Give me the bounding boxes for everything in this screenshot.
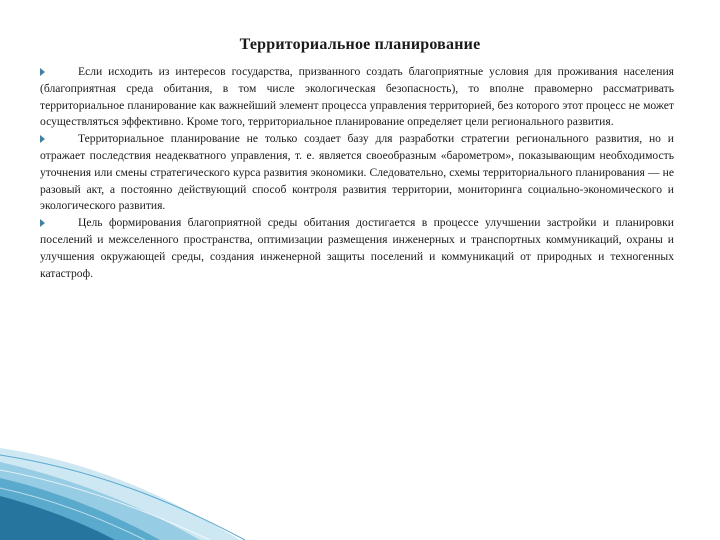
arrow-bullet-icon — [40, 68, 45, 76]
wave-band-dark — [0, 496, 115, 540]
paragraph-3-text: Цель формирования благоприятной среды обитания достигается в процессе улучшении застройки и планировки поселений и межселенного пространства, оптимизации размещения инженерных и транспортных коммуникаций, охраны и улучшения окружающей среды, создания инженерной защиты поселений и коммуникаций от природных и техногенных катастроф. — [40, 216, 674, 280]
slide-title: Территориальное планирование — [239, 36, 481, 53]
wave-line-2 — [0, 470, 210, 540]
paragraph-1 — [40, 64, 674, 131]
paragraph-1-text: Если исходить из интересов государства, призванного создать благоприятные условия для проживания населения (благоприятная среда обитания, в том числе экологическая безопасность), то вполне правомерно рассматривать территориальное планирование как важнейший элемент процесса управления территорией, без которого этот процесс не может осуществляться эффективно. Кроме того, территориальное планирование определяет цели регионального развития. — [40, 65, 674, 129]
paragraph-2-text: Территориальное планирование не только создает базу для разработки стратегии регионального развития, но и отражает последствия неадекватного управления, т. е. является своеобразным «барометром», показывающим необходимость уточнения или смены стратегического курса развития экономики. Следовательно, схемы территориального планирования — не разовый акт, а постоянно действующий способ контроля развития территории, мониторинга социально-экономического и экологического развития. — [40, 132, 674, 213]
paragraph-3 — [40, 215, 674, 282]
slide-body — [40, 64, 674, 282]
wave-band-back — [0, 448, 240, 540]
wave-band-mid — [0, 478, 160, 540]
wave-band-light — [0, 462, 200, 540]
paragraph-2 — [40, 131, 674, 215]
arrow-bullet-icon — [40, 219, 45, 227]
arrow-bullet-icon — [40, 135, 45, 143]
wave-line-3 — [0, 488, 145, 540]
wave-line-1 — [0, 455, 245, 540]
